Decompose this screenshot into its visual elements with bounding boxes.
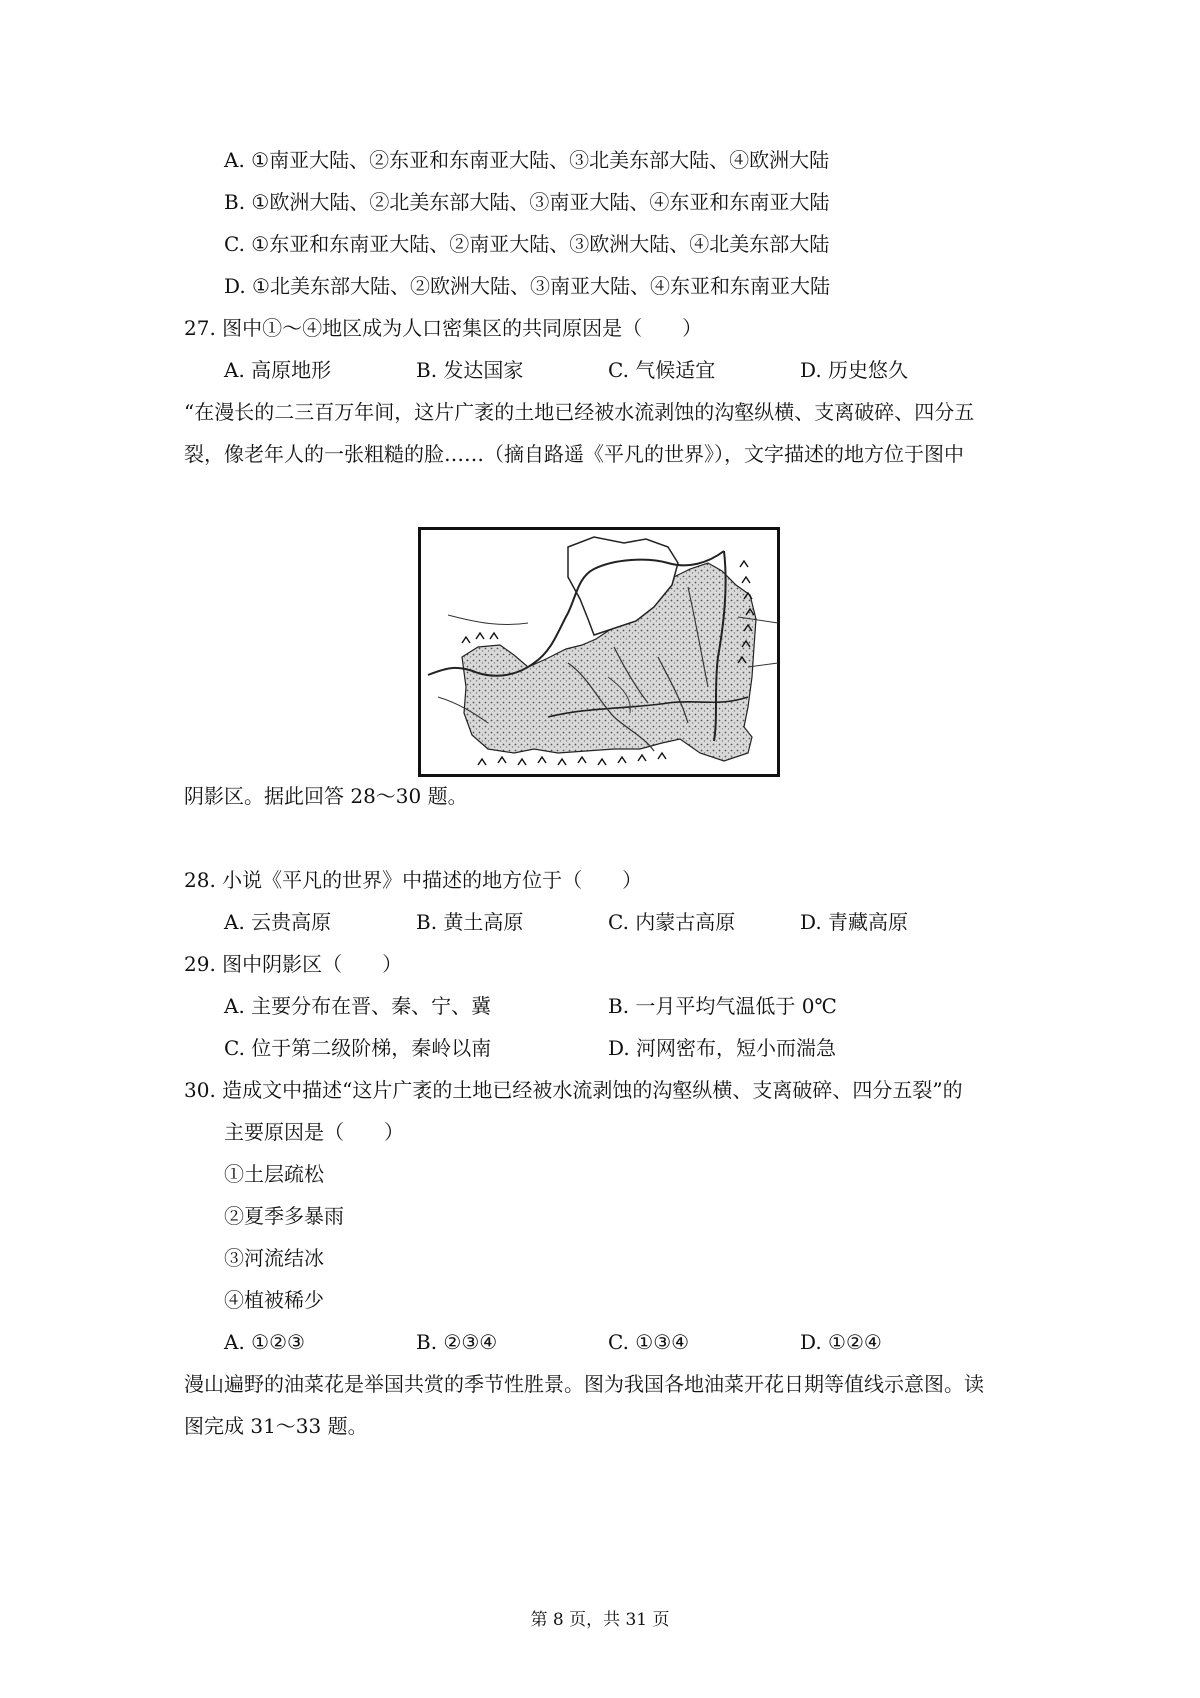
q27-stem: 27. 图中①～④地区成为人口密集区的共同原因是（ ） <box>184 316 703 340</box>
q30-option-c: C. ①③④ <box>608 1330 690 1354</box>
q28-option-d: D. 青藏高原 <box>800 910 909 934</box>
q28-option-b: B. 黄土高原 <box>416 910 524 934</box>
q28-option-c: C. 内蒙古高原 <box>608 910 736 934</box>
passage2-line2: 图完成 31～33 题。 <box>184 1414 368 1438</box>
q30-item-1: ①土层疏松 <box>224 1162 324 1186</box>
q28-option-a: A. 云贵高原 <box>224 910 332 934</box>
q27-option-d: D. 历史悠久 <box>800 358 909 382</box>
q30-option-d: D. ①②④ <box>800 1330 882 1354</box>
q28-stem: 28. 小说《平凡的世界》中描述的地方位于（ ） <box>184 868 643 892</box>
passage1-line1: “在漫长的二三百万年间，这片广袤的土地已经被水流剥蚀的沟壑纵横、支离破碎、四分五 <box>184 400 975 424</box>
q26-option-c: C. ①东亚和东南亚大陆、②南亚大陆、③欧洲大陆、④北美东部大陆 <box>224 232 830 256</box>
q30-option-a: A. ①②③ <box>224 1330 305 1354</box>
q29-option-a: A. 主要分布在晋、秦、宁、冀 <box>224 994 492 1018</box>
q26-option-b: B. ①欧洲大陆、②北美东部大陆、③南亚大陆、④东亚和东南亚大陆 <box>224 190 830 214</box>
q29-stem: 29. 图中阴影区（ ） <box>184 952 403 976</box>
q29-option-b: B. 一月平均气温低于 0℃ <box>608 994 837 1018</box>
q27-option-a: A. 高原地形 <box>224 358 332 382</box>
passage1-line2: 裂，像老年人的一张粗糙的脸……（摘自路遥《平凡的世界》），文字描述的地方位于图中 <box>184 442 964 466</box>
q27-option-b: B. 发达国家 <box>416 358 524 382</box>
q26-option-a: A. ①南亚大陆、②东亚和东南亚大陆、③北美东部大陆、④欧洲大陆 <box>224 148 830 172</box>
q30-item-2: ②夏季多暴雨 <box>224 1204 344 1228</box>
q30-item-3: ③河流结冰 <box>224 1246 324 1270</box>
passage1-line3: 阴影区。据此回答 28～30 题。 <box>184 784 468 808</box>
passage2-line1: 漫山遍野的油菜花是举国共赏的季节性胜景。图为我国各地油菜开花日期等值线示意图。读 <box>184 1372 984 1396</box>
q30-item-4: ④植被稀少 <box>224 1288 324 1312</box>
page-footer: 第 8 页，共 31 页 <box>530 1610 670 1630</box>
loess-plateau-map <box>418 527 780 777</box>
q26-option-d: D. ①北美东部大陆、②欧洲大陆、③南亚大陆、④东亚和东南亚大陆 <box>224 274 830 298</box>
q29-option-d: D. 河网密布，短小而湍急 <box>608 1036 837 1060</box>
q27-option-c: C. 气候适宜 <box>608 358 716 382</box>
q30-option-b: B. ②③④ <box>416 1330 498 1354</box>
q29-option-c: C. 位于第二级阶梯，秦岭以南 <box>224 1036 492 1060</box>
q30-stem-line2: 主要原因是（ ） <box>224 1120 404 1144</box>
q30-stem-line1: 30. 造成文中描述“这片广袤的土地已经被水流剥蚀的沟壑纵横、支离破碎、四分五裂”的 <box>184 1078 963 1102</box>
